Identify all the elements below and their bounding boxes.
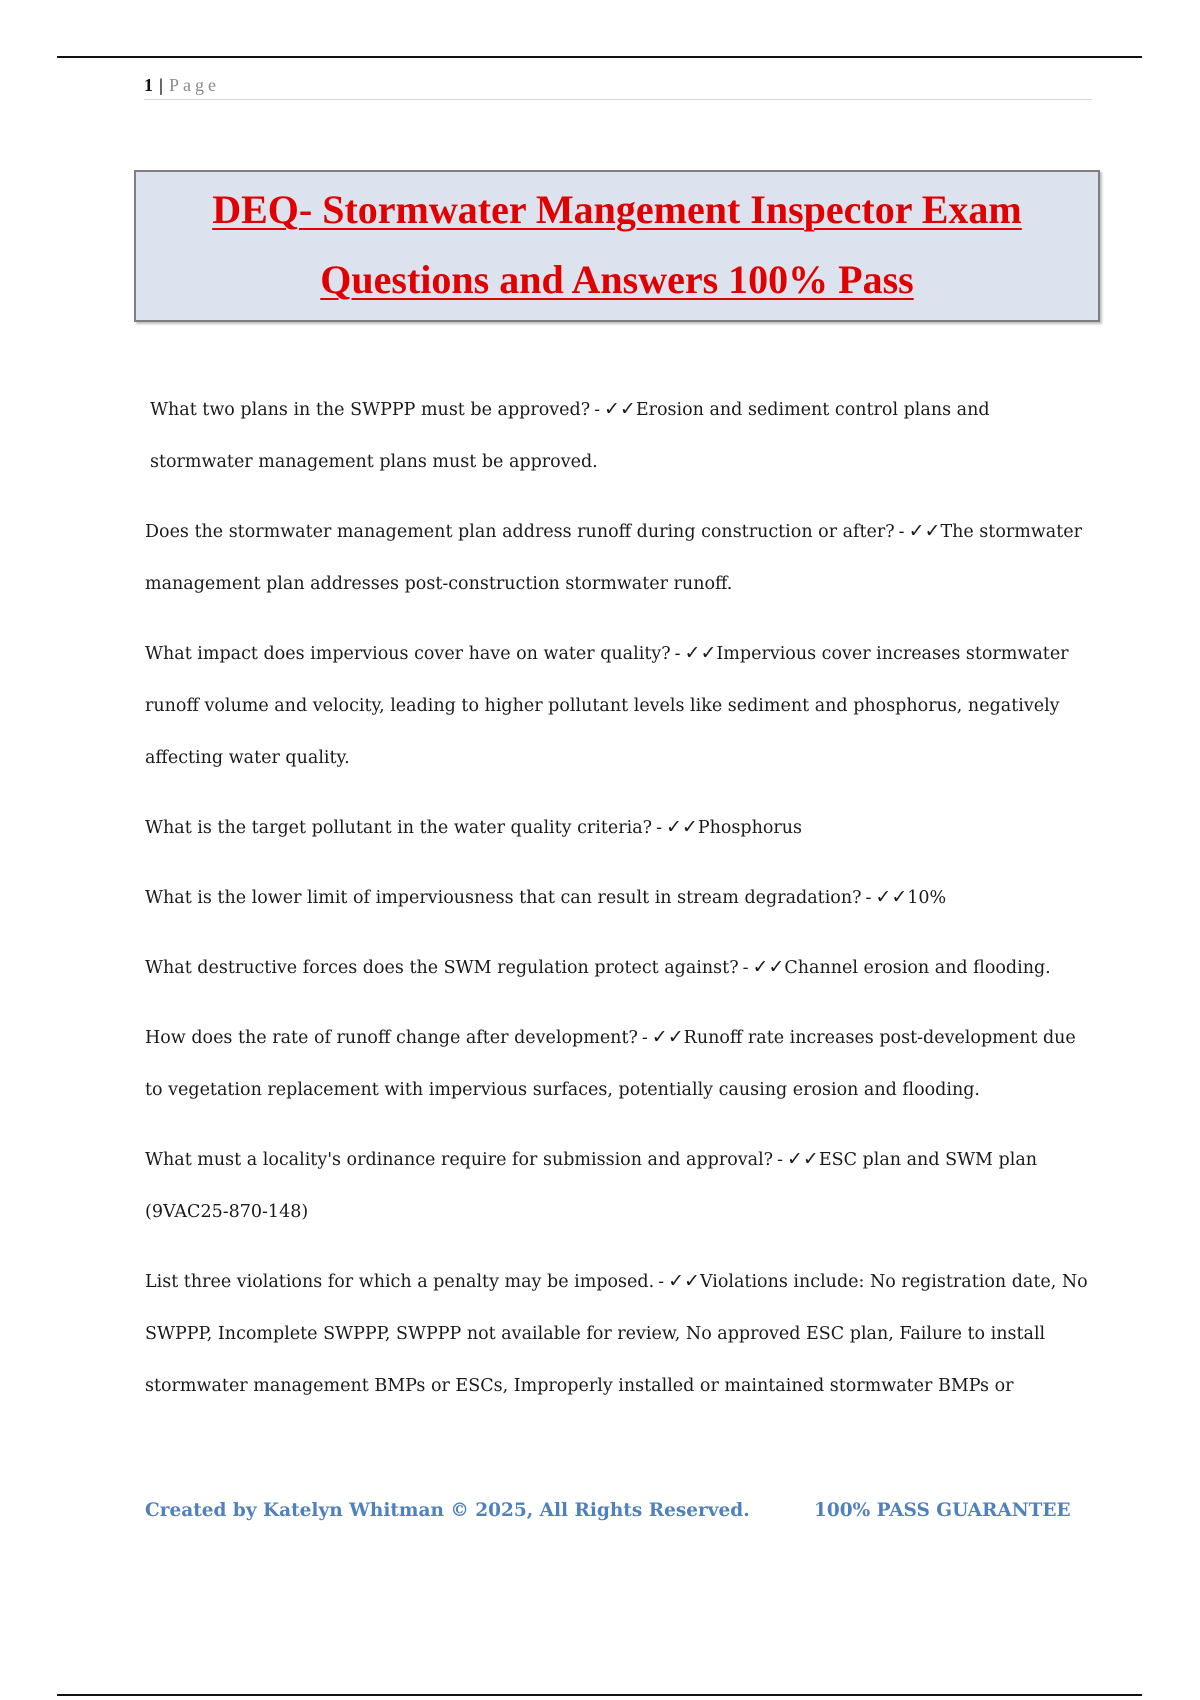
answer-text: ESC plan and SWM plan (9VAC25-870-148) (145, 1150, 1038, 1222)
document-title-line-1: DEQ- Stormwater Mangement Inspector Exam (212, 187, 1022, 232)
answer-text: Phosphorus (697, 818, 803, 838)
qa-item (145, 505, 1095, 610)
question-text: How does the rate of runoff change after development? (145, 1028, 638, 1048)
qa-separator: - (777, 1150, 783, 1170)
double-check-icon: ✓✓ (666, 816, 698, 838)
double-check-icon: ✓✓ (684, 642, 717, 664)
double-check-icon: ✓✓ (604, 398, 636, 420)
question-text: What must a locality's ordinance require for submission and approval? (145, 1150, 774, 1170)
qa-separator: - (641, 1028, 648, 1048)
page-separator: | (159, 75, 163, 95)
qa-item (145, 801, 1095, 854)
qa-item (145, 627, 1095, 784)
qa-separator: - (742, 958, 749, 978)
question-text: What is the target pollutant in the water quality criteria? (145, 818, 653, 838)
qa-separator: - (674, 644, 681, 664)
answer-text: Erosion and sediment control plans and stormwater management plans must be approved. (150, 400, 990, 472)
double-check-icon: ✓✓ (668, 1270, 700, 1292)
qa-item (145, 1011, 1095, 1116)
qa-separator: - (658, 1272, 665, 1292)
title-box (134, 170, 1100, 322)
document-title-line-2: Questions and Answers 100% Pass (320, 257, 914, 302)
question-text: List three violations for which a penalty may be imposed. (145, 1272, 655, 1292)
page-label: Page (168, 75, 220, 95)
qa-separator: - (594, 400, 601, 420)
qa-item (145, 871, 1095, 924)
question-text: What is the lower limit of imperviousness that can result in stream degradation? (145, 888, 862, 908)
answer-text: Runoff rate increases post-development due to vegetation replacement with impervious surfaces, potentially causing erosion and flooding. (145, 1028, 1076, 1100)
qa-item (145, 1133, 1095, 1238)
question-text: What destructive forces does the SWM regulation protect against? (145, 958, 739, 978)
answer-text: The stormwater management plan addresses post-construction stormwater runoff. (145, 522, 1082, 594)
page-number: 1 (144, 75, 153, 95)
footer-guarantee: 100% PASS GUARANTEE (814, 1500, 1071, 1521)
answer-text: Impervious cover increases stormwater runoff volume and velocity, leading to higher pollutant levels like sediment and phosphorus, negatively affecting water quality. (145, 644, 1069, 768)
page-header (144, 71, 1092, 100)
question-text: What impact does impervious cover have on water quality? (145, 644, 671, 664)
double-check-icon: ✓✓ (651, 1026, 684, 1048)
qa-item (145, 941, 1095, 994)
double-check-icon: ✓✓ (786, 1148, 819, 1170)
double-check-icon: ✓✓ (908, 520, 941, 542)
footer-rule (57, 1694, 1142, 1696)
double-check-icon: ✓✓ (875, 886, 908, 908)
qa-item (145, 383, 1095, 488)
question-text: Does the stormwater management plan address runoff during construction or after? (145, 522, 895, 542)
qa-separator: - (656, 818, 662, 838)
double-check-icon: ✓✓ (752, 956, 785, 978)
answer-text: Channel erosion and flooding. (784, 958, 1051, 978)
qa-list (145, 383, 1095, 1429)
qa-item (145, 1255, 1095, 1412)
answer-text: Violations include: No registration date, No SWPPP, Incomplete SWPPP, SWPPP not available for review, No approved ESC plan, Failure to install stormwater management BMPs or ESCs, Improperly installed or maintained stormwater BMPs or (145, 1272, 1088, 1396)
qa-separator: - (898, 522, 905, 542)
footer-copyright: Created by Katelyn Whitman © 2025, All Rights Reserved. (145, 1500, 750, 1521)
answer-text: 10% (907, 888, 947, 908)
qa-separator: - (865, 888, 872, 908)
header-rule (57, 56, 1142, 58)
question-text: What two plans in the SWPPP must be approved? (150, 400, 591, 420)
